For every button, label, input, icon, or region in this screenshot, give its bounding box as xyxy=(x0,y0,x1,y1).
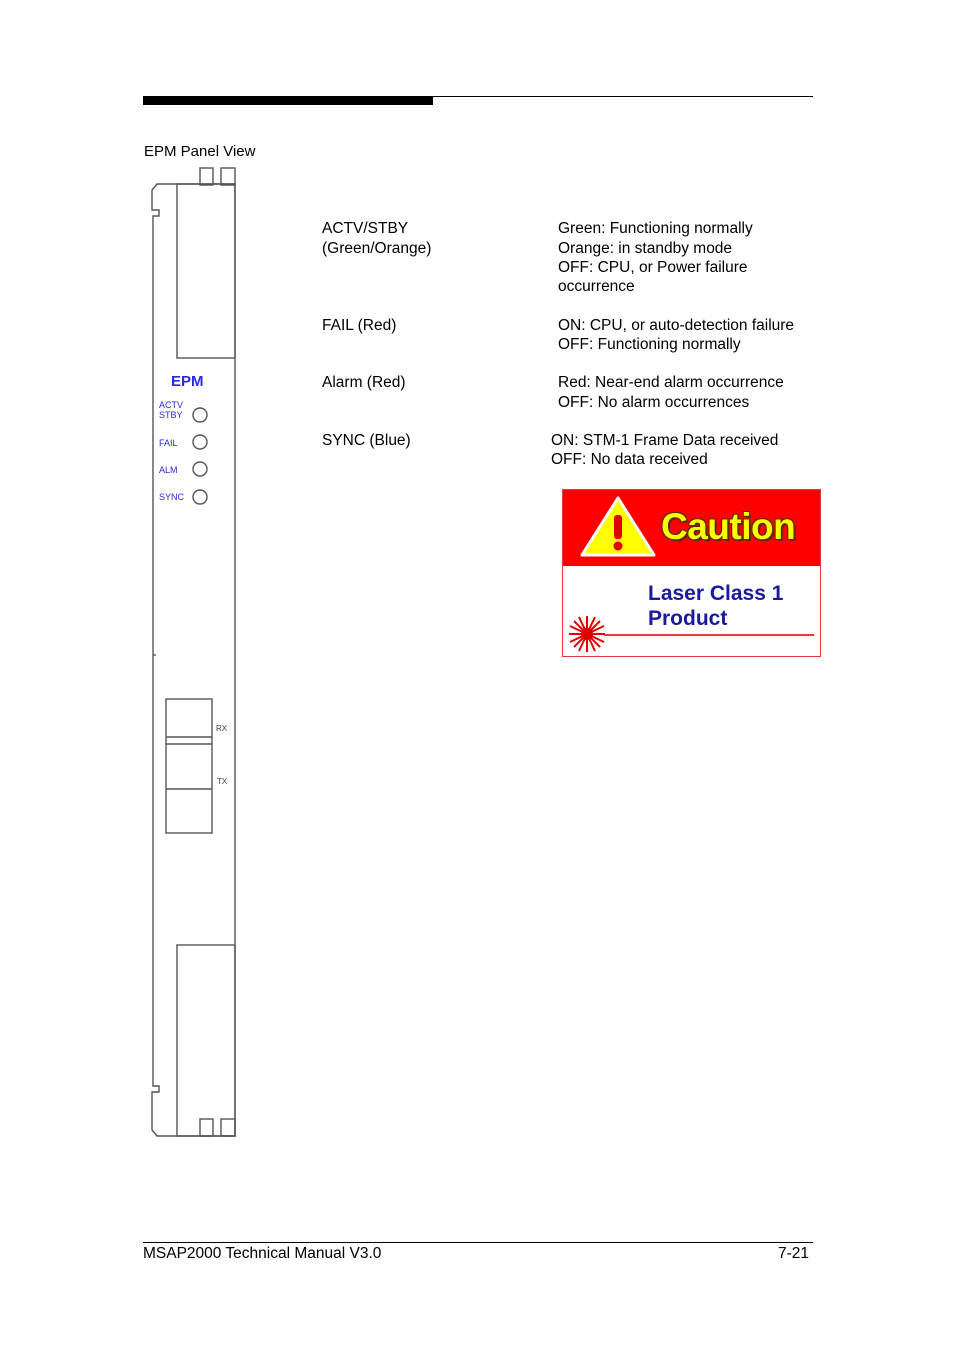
port-label-rx: RX xyxy=(216,724,228,733)
indicator-actv-stby-desc-2: Orange: in standby mode xyxy=(558,240,733,257)
figure-caption: EPM Panel View xyxy=(144,143,256,160)
header-bar xyxy=(143,96,433,105)
indicator-actv-stby-desc-4: occurrence xyxy=(558,278,635,295)
led-label-stby: STBY xyxy=(159,410,183,420)
led-label-sync: SYNC xyxy=(159,492,185,502)
indicator-alarm-desc-1: Red: Near-end alarm occurrence xyxy=(558,374,784,391)
laser-class-line-1: Laser Class 1 xyxy=(648,582,784,605)
footer-page-number: 7-21 xyxy=(778,1245,810,1262)
laser-burst-icon xyxy=(567,614,607,654)
led-label-actv: ACTV xyxy=(159,400,184,410)
laser-class-text xyxy=(648,581,783,631)
port-label-tx: TX xyxy=(217,777,228,786)
epm-panel-diagram xyxy=(140,160,250,1145)
indicator-fail-desc-1: ON: CPU, or auto-detection failure xyxy=(558,317,795,334)
led-label-fail: FAIL xyxy=(159,438,178,448)
indicator-actv-stby-desc-1: Green: Functioning normally xyxy=(558,220,753,237)
led-label-alm: ALM xyxy=(159,465,178,475)
indicator-alarm-desc-2: OFF: No alarm occurrences xyxy=(558,394,750,411)
footer-rule xyxy=(143,1242,813,1243)
indicator-sync-desc-2: OFF: No data received xyxy=(551,451,708,468)
laser-caution-sign xyxy=(562,489,821,657)
warning-triangle-icon xyxy=(579,495,657,559)
laser-beam-line xyxy=(604,634,814,636)
panel-label: EPM xyxy=(171,373,204,390)
indicator-sync-desc-1: ON: STM-1 Frame Data received xyxy=(551,432,779,449)
indicator-fail-name: FAIL (Red) xyxy=(322,317,397,334)
indicator-alarm-name: Alarm (Red) xyxy=(322,374,406,391)
laser-class-line-2: Product xyxy=(648,607,728,630)
indicator-sync-name: SYNC (Blue) xyxy=(322,432,411,449)
indicator-actv-stby-desc-3: OFF: CPU, or Power failure xyxy=(558,259,748,276)
footer-manual-title: MSAP2000 Technical Manual V3.0 xyxy=(143,1245,382,1262)
indicator-actv-stby-colors: (Green/Orange) xyxy=(322,240,432,257)
caution-title: Caution xyxy=(661,506,796,547)
indicator-fail-desc-2: OFF: Functioning normally xyxy=(558,336,741,353)
indicator-actv-stby-name: ACTV/STBY xyxy=(322,220,409,237)
